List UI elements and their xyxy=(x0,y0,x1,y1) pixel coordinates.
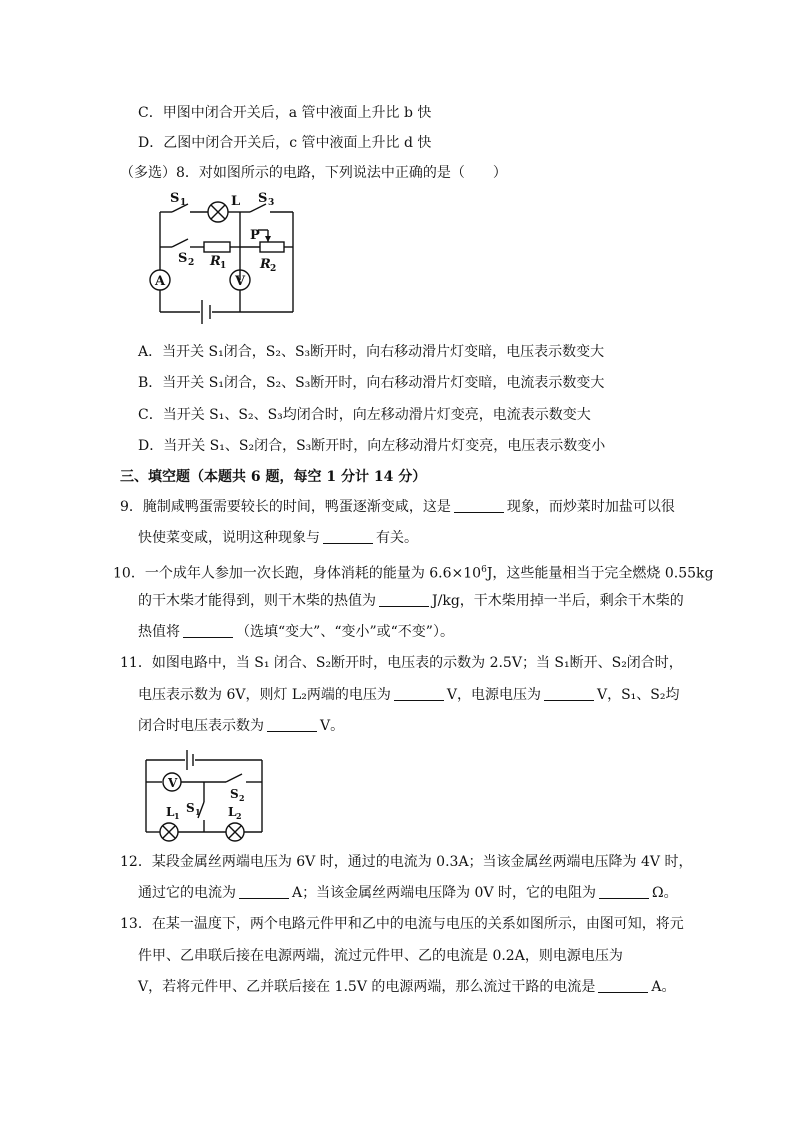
q13-text-b: A。 xyxy=(651,979,676,995)
q12-blank-2[interactable] xyxy=(599,884,649,899)
q9-text-c: 快使菜变咸，说明这种现象与 xyxy=(138,530,320,546)
q11-text-a: 电压表示数为 6V，则灯 L₂两端的电压为 xyxy=(138,687,391,703)
q11-label-s1: S xyxy=(186,801,195,815)
q10-text-d: J/kg，干木柴用掉一半后，剩余干木柴的 xyxy=(432,593,684,609)
q13-text-a: V，若将元件甲、乙并联后接在 1.5V 的电源两端，那么流过干路的电流是 xyxy=(138,979,596,995)
q11-line-1: 11．如图电路中，当 S₁ 闭合、S₂断开时，电压表的示数为 2.5V；当 S₁断开、S₂闭合时， xyxy=(120,655,683,671)
q10-line-2 xyxy=(138,591,684,611)
q8-label-l: L xyxy=(231,194,241,209)
q11-voltmeter-label: V xyxy=(168,776,178,790)
q8-label-s3: S xyxy=(258,192,268,206)
q8-label-s2: S xyxy=(178,251,188,266)
q11-label-s2: S xyxy=(230,787,239,801)
q8-label-p: P xyxy=(250,228,260,243)
q11-blank-2[interactable] xyxy=(544,686,594,701)
q12-text-a: 通过它的电流为 xyxy=(138,885,236,901)
q12-line-2 xyxy=(138,883,678,903)
q8-option-d: D．当开关 S₁、S₂闭合，S₃断开时，向左移动滑片灯变亮，电压表示数变小 xyxy=(138,438,606,454)
q12-text-c: Ω。 xyxy=(652,885,678,901)
q8-label-r1: R xyxy=(210,254,221,269)
q13-blank-1[interactable] xyxy=(598,978,648,993)
q12-blank-1[interactable] xyxy=(239,884,289,899)
q11-label-s1-sub: 1 xyxy=(195,807,201,817)
q11-line-2 xyxy=(138,685,679,705)
q8-circuit-figure xyxy=(140,192,300,324)
q13-line-1: 13．在某一温度下，两个电路元件甲和乙中的电流与电压的关系如图所示，由图可知，将元 xyxy=(120,916,684,932)
q10-text-a: 10．一个成年人参加一次长跑，身体消耗的能量为 6.6×10 xyxy=(113,565,482,582)
q9-blank-1[interactable] xyxy=(454,498,504,513)
q12-text-b: A；当该金属丝两端电压降为 0V 时，它的电阻为 xyxy=(292,885,597,901)
q10-text-b: J，这些能量相当于完全燃烧 0.55kg xyxy=(486,565,714,582)
q8-voltmeter-label: V xyxy=(235,274,246,289)
q8-ammeter-label: A xyxy=(155,274,166,289)
q11-circuit-figure xyxy=(140,750,268,842)
q7-option-c: C．甲图中闭合开关后，a 管中液面上升比 b 快 xyxy=(138,105,432,121)
q11-label-l1: L xyxy=(166,805,175,819)
q10-exponent: 6 xyxy=(481,565,487,575)
q8-label-r2: R xyxy=(260,257,271,272)
q10-blank-1[interactable] xyxy=(379,592,429,607)
q11-text-d: 闭合时电压表示数为 xyxy=(138,718,264,734)
q9-text-a: 9．腌制咸鸭蛋需要较长的时间，鸭蛋逐渐变咸，这是 xyxy=(120,499,451,515)
q11-label-l1-sub: 1 xyxy=(174,811,180,821)
q11-text-b: V，电源电压为 xyxy=(446,687,541,703)
q8-label-s2-sub: 2 xyxy=(188,258,195,268)
q13-line-3 xyxy=(138,977,676,997)
q8-label-s1: S xyxy=(170,192,180,206)
q8-label-r1-sub: 1 xyxy=(220,261,227,271)
q11-blank-1[interactable] xyxy=(394,686,444,701)
q10-text-e: 热值将 xyxy=(138,624,180,640)
q8-label-r2-sub: 2 xyxy=(270,264,277,274)
q9-text-d: 有关。 xyxy=(376,530,418,546)
q11-line-3 xyxy=(138,716,344,736)
q8-label-s1-sub: 1 xyxy=(180,198,187,208)
q9-text-b: 现象，而炒菜时加盐可以很 xyxy=(506,499,675,515)
q10-text-f: （选填“变大”、“变小”或“不变”）。 xyxy=(236,624,454,640)
q11-text-e: V。 xyxy=(320,718,345,734)
q10-line-1 xyxy=(113,560,714,584)
q13-line-2: 件甲、乙串联后接在电源两端，流过元件甲、乙的电流是 0.2A，则电源电压为 xyxy=(138,948,623,964)
q8-option-a: A．当开关 S₁闭合，S₂、S₃断开时，向右移动滑片灯变暗，电压表示数变大 xyxy=(138,344,605,360)
q11-label-l2-sub: 2 xyxy=(236,811,242,821)
q10-text-c: 的干木柴才能得到，则干木柴的热值为 xyxy=(138,593,376,609)
q8-label-s3-sub: 3 xyxy=(268,198,275,208)
q9-blank-2[interactable] xyxy=(323,529,373,544)
q9-line-2 xyxy=(138,528,418,548)
q9-line-1 xyxy=(120,497,675,517)
section-title: 三、填空题（本题共 6 题，每空 1 分计 14 分） xyxy=(120,469,427,485)
q12-line-1: 12．某段金属丝两端电压为 6V 时，通过的电流为 0.3A；当该金属丝两端电压降为 4V 时， xyxy=(120,854,693,870)
q10-line-3 xyxy=(138,622,454,642)
q8-stem: （多选）8．对如图所示的电路，下列说法中正确的是（ ） xyxy=(120,165,507,181)
q8-option-b: B．当开关 S₁闭合，S₂、S₃断开时，向右移动滑片灯变暗，电流表示数变大 xyxy=(138,375,605,391)
q8-option-c: C．当开关 S₁、S₂、S₃均闭合时，向左移动滑片灯变亮，电流表示数变大 xyxy=(138,407,591,423)
q11-label-s2-sub: 2 xyxy=(239,793,245,803)
q11-label-l2: L xyxy=(228,805,237,819)
q11-blank-3[interactable] xyxy=(267,717,317,732)
q7-option-d: D．乙图中闭合开关后，c 管中液面上升比 d 快 xyxy=(138,135,432,151)
q11-text-c: V，S₁、S₂均 xyxy=(596,687,680,703)
q10-blank-2[interactable] xyxy=(183,623,233,638)
